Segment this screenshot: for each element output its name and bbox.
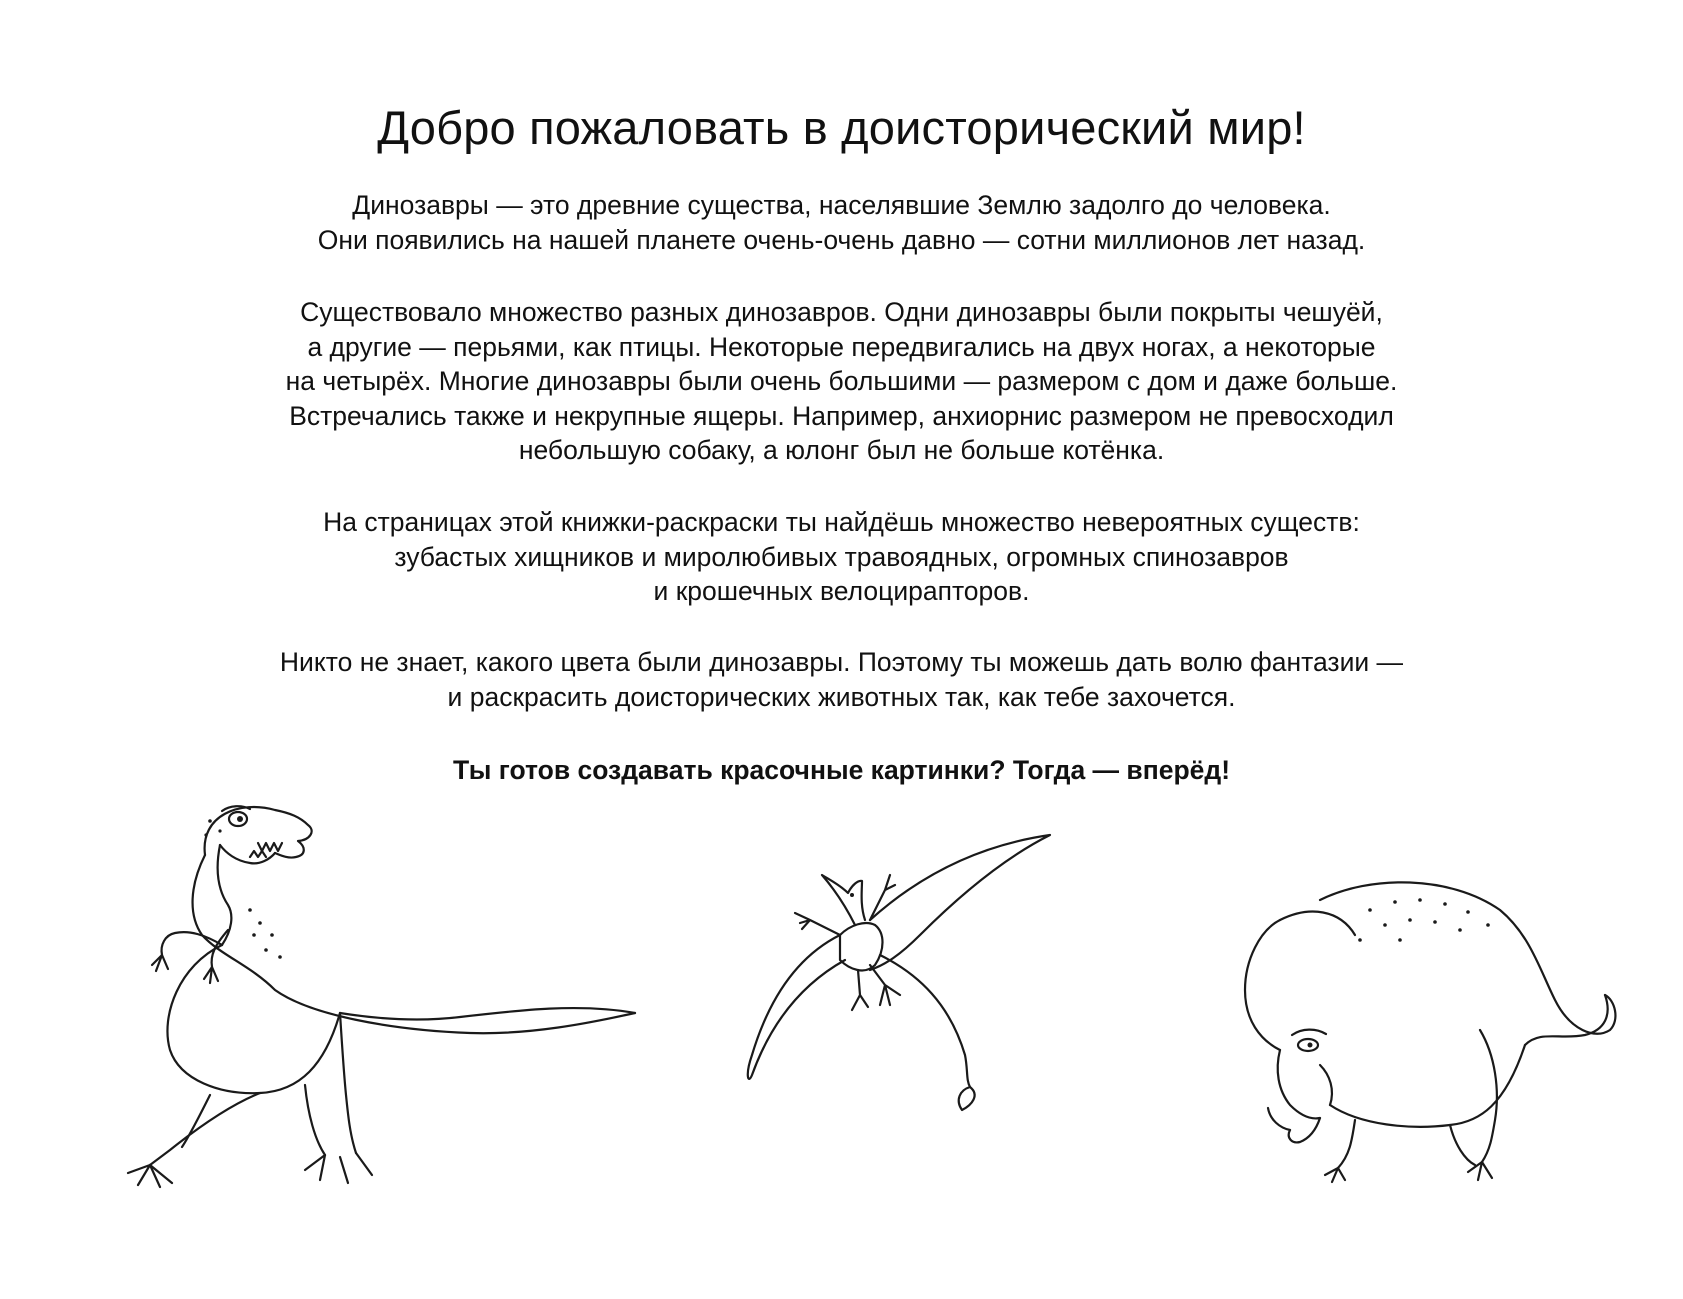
text-line: Встречались также и некрупные ящеры. Например, анхиорнис размером не превосходил bbox=[289, 400, 1394, 431]
pterosaur-outline-icon bbox=[740, 825, 1060, 1115]
page-title: Добро пожаловать в доисторический мир! bbox=[377, 101, 1306, 154]
text-line: зубастых хищников и миролюбивых травоядных, огромных спинозавров bbox=[394, 541, 1289, 572]
text-line: Никто не знает, какого цвета были динозавры. Поэтому ты можешь дать волю фантазии — bbox=[279, 647, 1404, 677]
text-line: а другие — перьями, как птицы. Некоторые передвигались на двух ногах, а некоторые bbox=[307, 331, 1376, 362]
intro-paragraph bbox=[0, 188, 1683, 257]
colors-paragraph bbox=[0, 645, 1683, 714]
text-line: Ты готов создавать красочные картинки? Тогда — вперёд! bbox=[452, 755, 1231, 785]
text-line: Динозавры — это древние существа, населявшие Землю задолго до человека. bbox=[352, 190, 1331, 220]
text-line: и крошечных велоцирапторов. bbox=[653, 576, 1030, 606]
book-contents-paragraph bbox=[0, 505, 1683, 609]
variety-paragraph bbox=[0, 295, 1683, 468]
call-to-action bbox=[0, 753, 1683, 788]
text-line: Они появились на нашей планете очень-очень давно — сотни миллионов лет назад. bbox=[317, 224, 1366, 255]
text-line: Существовало множество разных динозавров. Одни динозавры были покрыты чешуёй, bbox=[300, 297, 1383, 327]
text-line: На страницах этой книжки-раскраски ты найдёшь множество невероятных существ: bbox=[323, 507, 1360, 537]
text-line: небольшую собаку, а юлонг был не больше котёнка. bbox=[518, 435, 1165, 465]
text-line: на четырёх. Многие динозавры были очень большими — размером с дом и даже больше. bbox=[285, 366, 1398, 396]
text-line: и раскрасить доисторических животных так, как тебе захочется. bbox=[447, 681, 1236, 712]
protoceratops-outline-icon bbox=[1220, 880, 1630, 1200]
tyrannosaurus-outline-icon bbox=[110, 795, 690, 1205]
